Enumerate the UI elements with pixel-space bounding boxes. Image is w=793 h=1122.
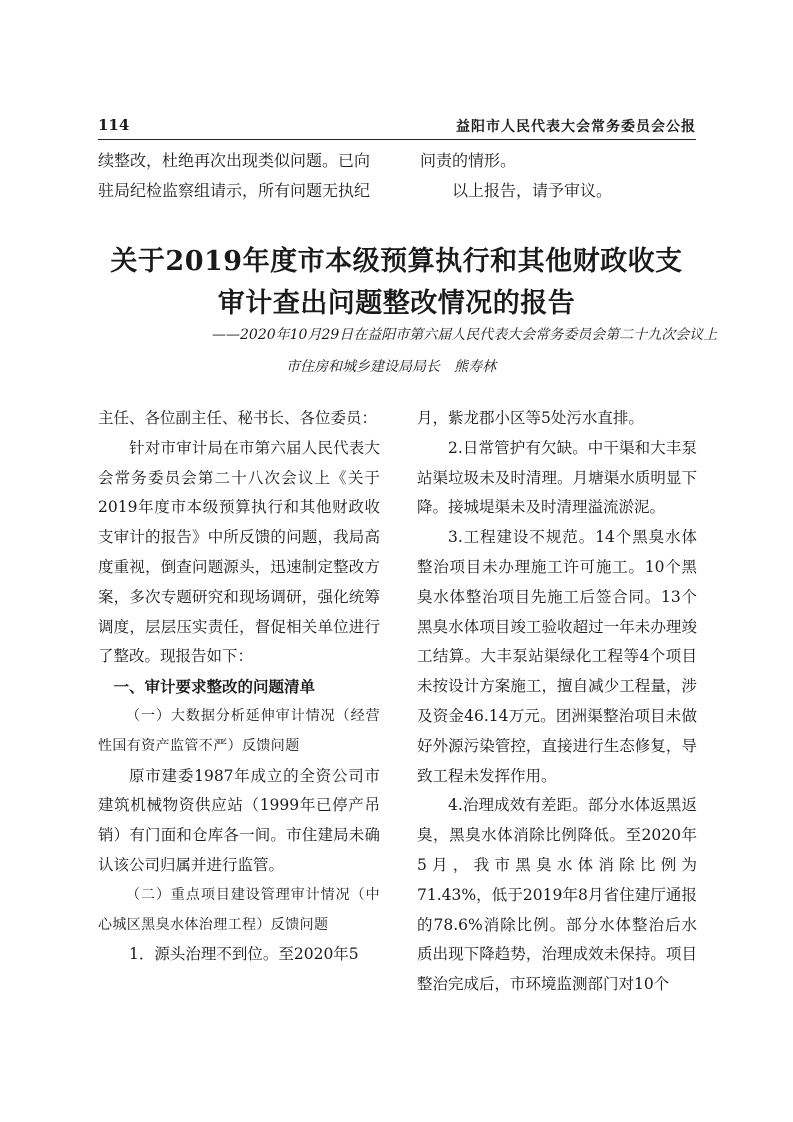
intro-paragraph: 针对市审计局在市第六届人民代表大会常务委员会第二十八次会议上《关于2019年度市本级预算执行和其他财政收支审计的报告》中所反馈的问题，我局高度重视，倒查问题源头，迅速制定整改方案，多次专题研究和现场调研，强化统筹调度，层层压实责任，督促相关单位进行了整改。现报告如下：	[98, 438, 380, 666]
article-subtitle: ——2020年10月29日在益阳市第六届人民代表大会常务委员会第二十九次会议上	[212, 327, 718, 343]
page-number: 114	[98, 116, 130, 134]
subsection-heading-2: （二）重点项目建设管理审计情况（中心城区黑臭水体治理工程）反馈问题	[98, 886, 380, 933]
prev-text-line-3: 问责的情形。	[420, 151, 517, 170]
salutation: 主任、各位副主任、秘书长、各位委员：	[98, 409, 378, 427]
paragraph-company: 原市建委1987年成立的全资公司市建筑机械物资供应站（1999年已停产吊销）有门面和仓库各一间。市住建局未确认该公司归属并进行监管。	[98, 766, 380, 874]
subsection-heading-1: （一）大数据分析延伸审计情况（经营性国有资产监管不严）反馈问题	[98, 707, 380, 754]
section-heading-1: 一、审计要求整改的问题清单	[113, 677, 316, 697]
item-1: 1．源头治理不到位。至2020年5	[129, 945, 359, 964]
prev-closing-line: 以上报告，请予审议。	[452, 181, 613, 200]
prev-text-line-1: 续整改，杜绝再次出现类似问题。已向	[98, 151, 371, 170]
article-title-line-2: 审计查出问题整改情况的报告	[217, 288, 576, 319]
header-rule	[98, 139, 696, 140]
left-column	[98, 404, 380, 970]
item-3: 3.工程建设不规范。14个黑臭水体整治项目未办理施工许可施工。10个黑臭水体整治项目先施工后签合同。13个黑臭水体项目竣工验收超过一年未办理竣工结算。大丰泵站渠绿化工程等4个项目未按设计方案施工，擅自减少工程量，涉及资金46.14万元。团洲渠整治项目未做好外源污染管控，直接进行生态修复，导致工程未发挥作用。	[417, 528, 697, 785]
article-title-line-1: 关于2019年度市本级预算执行和其他财政收支	[110, 246, 683, 277]
item-4: 4.治理成效有差距。部分水体返黑返臭，黑臭水体消除比例降低。至2020年5月，我市黑臭水体消除比例为71.43%，低于2019年8月省住建厅通报的78.6%消除比例。部分水体整治后水质出现下降趋势，治理成效未保持。项目整治完成后，市环境监测部门对10个	[417, 796, 697, 994]
item-2: 2.日常管护有欠缺。中干渠和大丰泵站渠垃圾未及时清理。月塘渠水质明显下降。接城堤渠未及时清理溢流淤泥。	[417, 438, 697, 517]
right-column	[417, 404, 697, 1000]
item-1-continuation: 月，紫龙郡小区等5处污水直排。	[417, 409, 644, 427]
journal-title: 益阳市人民代表大会常务委员会公报	[456, 119, 696, 135]
page-header	[98, 116, 696, 136]
prev-text-line-2: 驻局纪检监察组请示，所有问题无执纪	[98, 181, 371, 200]
article-author: 市住房和城乡建设局局长 熊寿林	[286, 359, 496, 375]
